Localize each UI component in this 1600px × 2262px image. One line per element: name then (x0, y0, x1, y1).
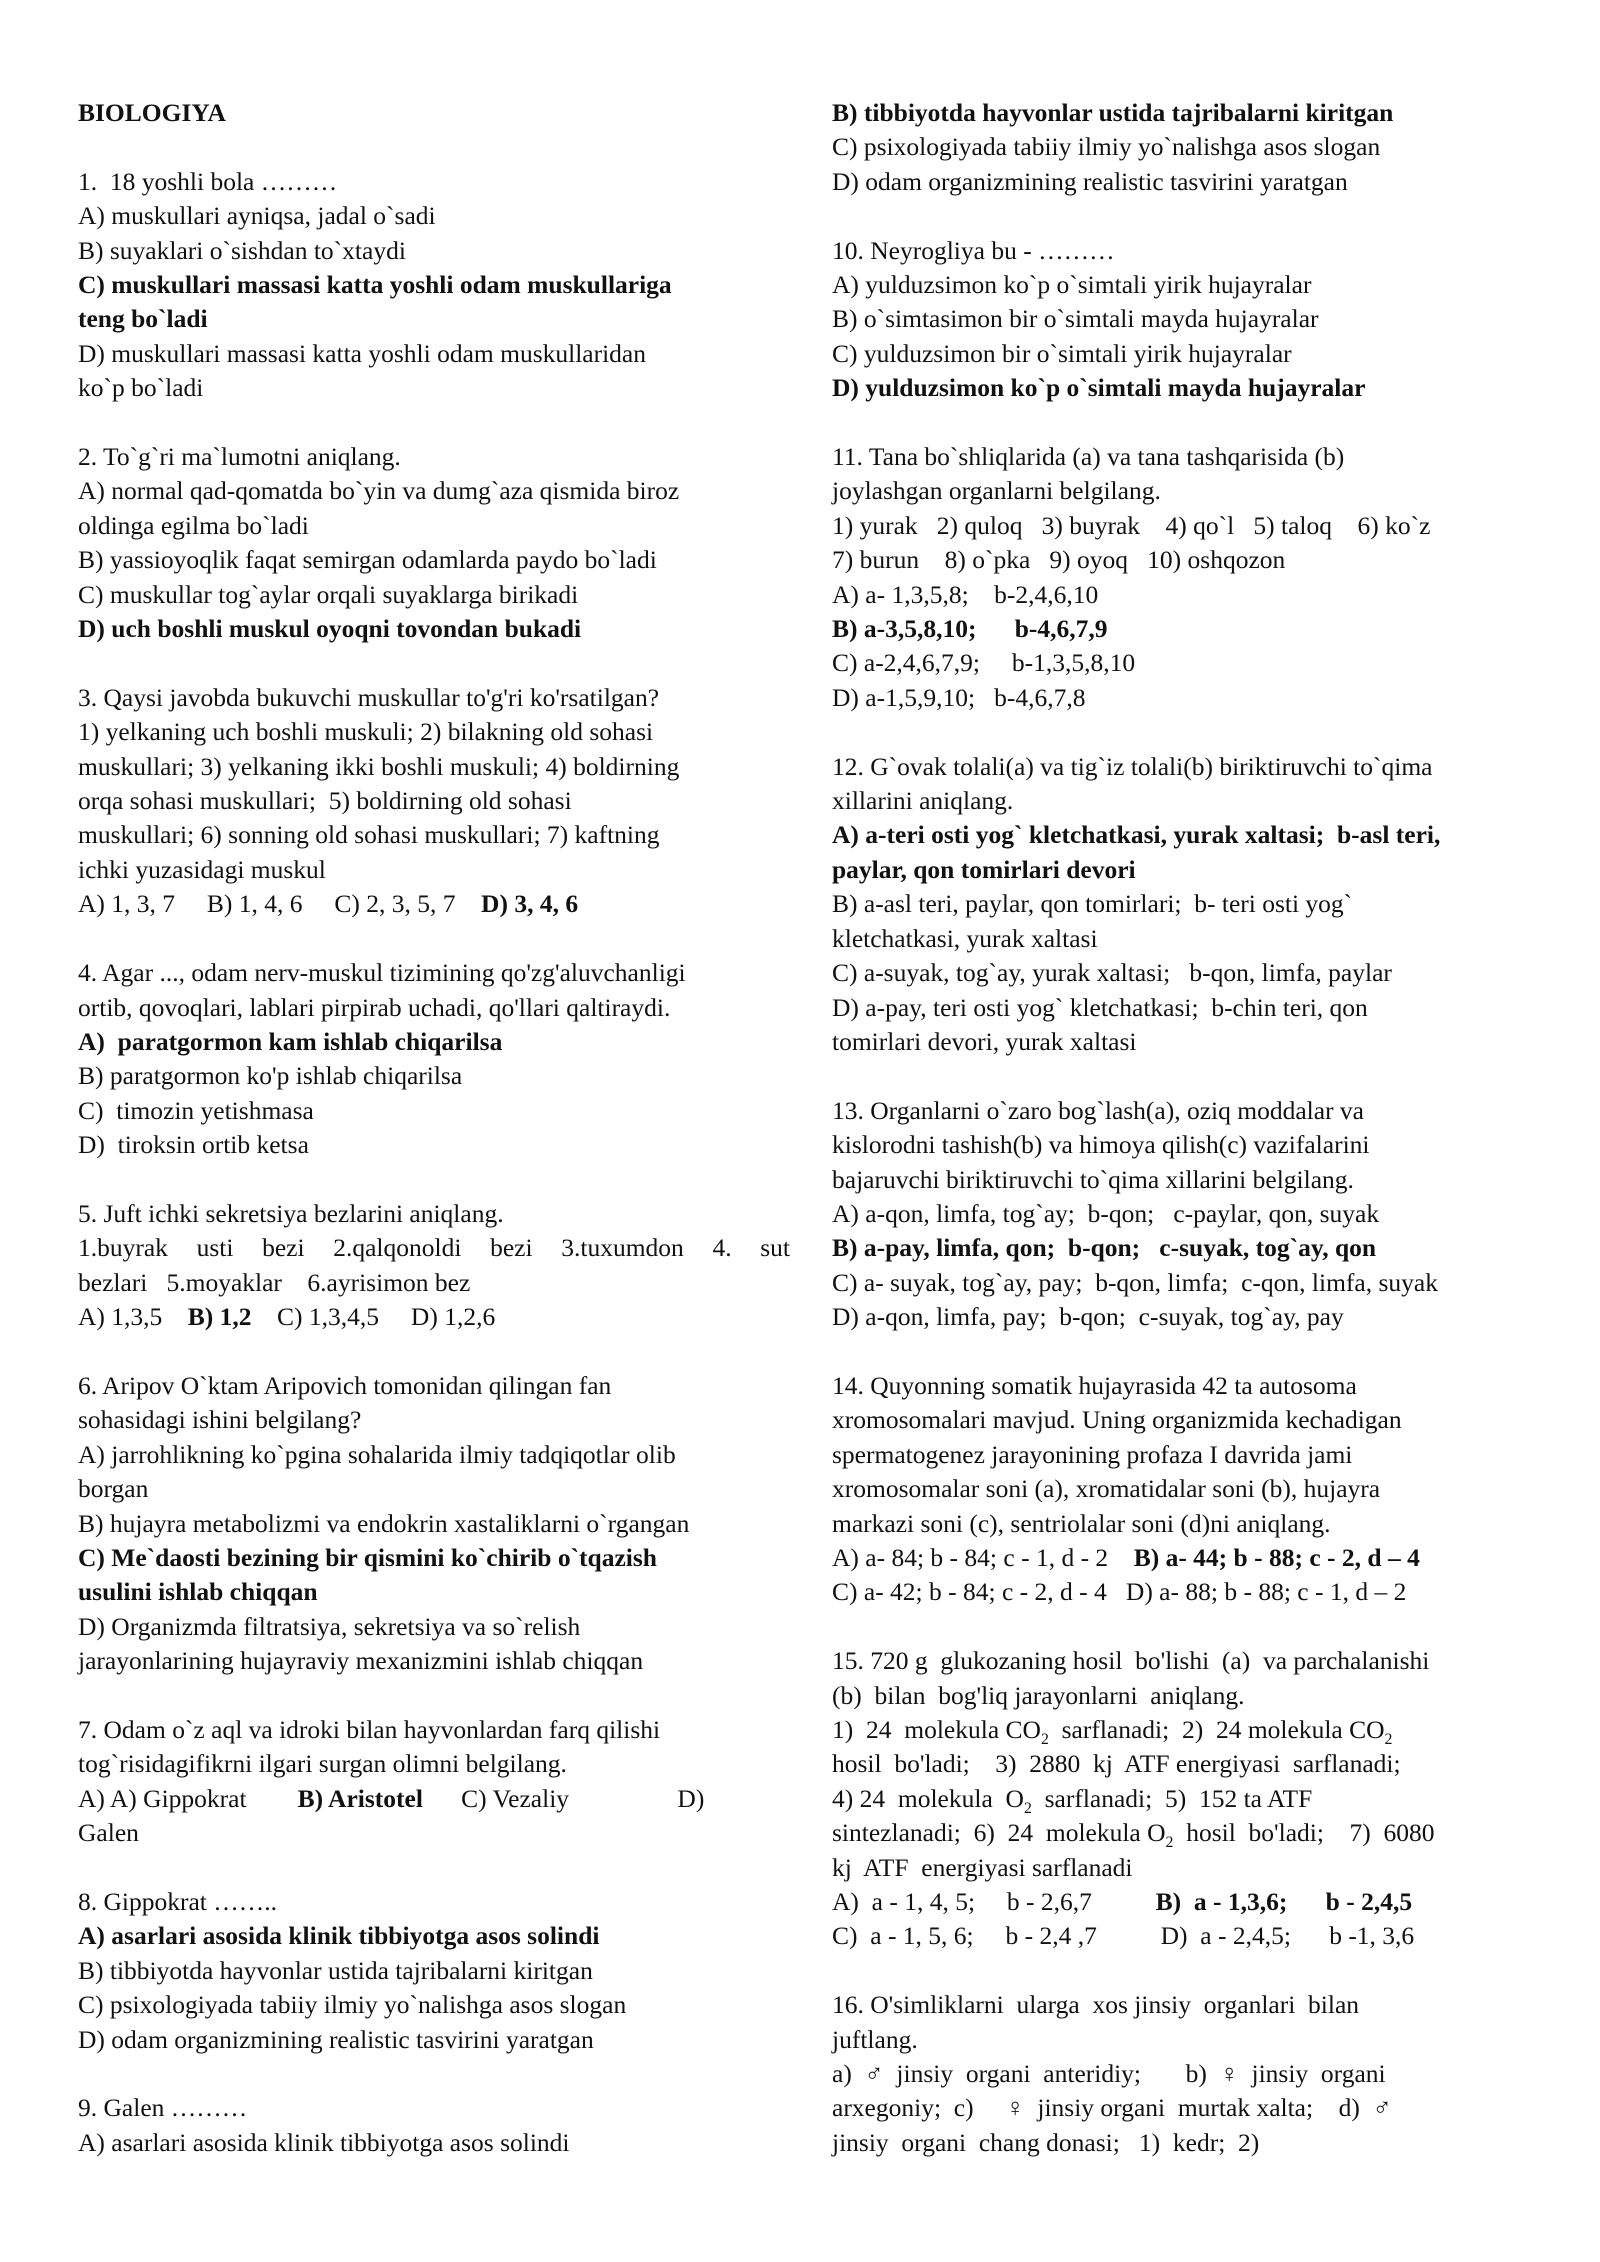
question-line: 1.buyrak usti bezi 2.qalqonoldi bezi 3.tuxumdon 4. sut (78, 1233, 790, 1263)
text-segment: C) 1,3,4,5 D) 1,2,6 (251, 1302, 496, 1332)
question-block-q6 (78, 1369, 790, 1679)
question-line: D) muskullari massasi katta yoshli odam muskullaridan (78, 338, 646, 368)
text-segment: 4) 24 molekula O (832, 1783, 1024, 1813)
question-line: A) asarlari asosida klinik tibbiyotga asos solindi (78, 2127, 570, 2157)
text-segment: A) a - 1, 4, 5; b - 2,6,7 (832, 1887, 1156, 1917)
question-line: 1) yurak 2) quloq 3) buyrak 4) qo`l 5) taloq 6) ko`z (832, 510, 1431, 540)
spacer (832, 406, 1544, 440)
question-line: oldinga egilma bo`ladi (78, 510, 309, 540)
question-line: D) a-pay, teri osti yog` kletchatkasi; b-chin teri, qon (832, 992, 1368, 1022)
question-line: 7. Odam o`z aql va idroki bilan hayvonlardan farq qilishi (78, 1714, 661, 1744)
question-line: ko`p bo`ladi (78, 373, 204, 403)
question-line: 11. Tana bo`shliqlarida (a) va tana tashqarisida (b) (832, 442, 1345, 472)
question-line: D) yulduzsimon ko`p o`simtali mayda hujayralar (832, 373, 1366, 403)
question-line: B) a-pay, limfa, qon; b-qon; c-suyak, tog`ay, qon (832, 1233, 1377, 1263)
question-line: D) tiroksin ortib ketsa (78, 1130, 309, 1160)
question-line: C) timozin yetishmasa (78, 1095, 314, 1125)
question-line: 16. O'simliklarni ularga xos jinsiy organlari bilan (832, 1990, 1360, 2020)
question-line: A) muskullari ayniqsa, jadal o`sadi (78, 201, 436, 231)
spacer (78, 1163, 790, 1197)
question-line: paylar, qon tomirlari devori (832, 854, 1136, 884)
question-block-q1 (78, 165, 790, 406)
question-block-q11 (832, 440, 1544, 715)
text-segment: A) 1,3,5 (78, 1302, 188, 1332)
question-line: A) yulduzsimon ko`p o`simtali yirik hujayralar (832, 270, 1312, 300)
question-line: C) psixologiyada tabiiy ilmiy yo`nalishga asos slogan (78, 1990, 627, 2020)
question-block-q14 (832, 1369, 1544, 1610)
question-line: C) a-2,4,6,7,9; b-1,3,5,8,10 (832, 648, 1136, 678)
question-line: B) tibbiyotda hayvonlar ustida tajribalarni kiritgan (78, 1955, 593, 1985)
text-segment: D) 3, 4, 6 (481, 889, 579, 919)
question-line: C) muskullar tog`aylar orqali suyaklarga birikadi (78, 579, 579, 609)
question-line: C) yulduzsimon bir o`simtali yirik hujayralar (832, 338, 1292, 368)
spacer (78, 1851, 790, 1885)
question-line: 10. Neyrogliya bu - ……… (832, 235, 1115, 265)
spacer (78, 646, 790, 680)
question-line: B) a-3,5,8,10; b-4,6,7,9 (832, 614, 1108, 644)
text-segment: B) 1,2 (187, 1302, 252, 1332)
question-line: C) a-suyak, tog`ay, yurak xaltasi; b-qon, limfa, paylar (832, 958, 1392, 988)
question-line: D) Organizmda filtratsiya, sekretsiya va so`relish (78, 1611, 581, 1641)
spacer (832, 715, 1544, 749)
question-line (78, 887, 790, 921)
question-line: B) a-asl teri, paylar, qon tomirlari; b- teri osti yog` (832, 889, 1353, 919)
question-line: B) tibbiyotda hayvonlar ustida tajribalarni kiritgan (832, 98, 1394, 127)
question-block-q12 (832, 750, 1544, 1060)
question-line: Galen (78, 1818, 139, 1848)
question-line: teng bo`ladi (78, 304, 208, 334)
question-block-q8 (78, 1885, 790, 2057)
question-line: ortib, qovoqlari, lablari pirpirab uchadi, qo'llari qaltiraydi. (78, 992, 671, 1022)
text-segment: B) a- 44; b - 88; c - 2, d – 4 (1133, 1542, 1420, 1572)
question-line: 14. Quyonning somatik hujayrasida 42 ta autosoma (832, 1370, 1357, 1400)
question-line: D) uch boshli muskul oyoqni tovondan bukadi (78, 614, 582, 644)
question-block-q7 (78, 1713, 790, 1851)
question-line: joylashgan organlarni belgilang. (832, 476, 1161, 506)
question-line: 15. 720 g glukozaning hosil bo'lishi (a) va parchalanishi (832, 1646, 1430, 1676)
right-column (832, 96, 1544, 2160)
question-block-q9-cont (832, 96, 1544, 199)
question-line: A) a- 1,3,5,8; b-2,4,6,10 (832, 579, 1099, 609)
question-line (832, 1541, 1544, 1575)
question-line: 12. G`ovak tolali(a) va tig`iz tolali(b) biriktiruvchi to`qima (832, 751, 1433, 781)
question-line (832, 1713, 1544, 1747)
question-line: juftlang. (832, 2024, 918, 2054)
question-line: C) a- 42; b - 84; c - 2, d - 4 D) a- 88; b - 88; c - 1, d – 2 (832, 1577, 1407, 1607)
question-line: 13. Organlarni o`zaro bog`lash(a), oziq moddalar va (832, 1095, 1365, 1125)
question-line: markazi soni (c), sentriolalar soni (d)ni aniqlang. (832, 1508, 1331, 1538)
question-line: 4. Agar ..., odam nerv-muskul tizimining qo'zg'aluvchanligi (78, 958, 686, 988)
question-line: 1) yelkaning uch boshli muskuli; 2) bilakning old sohasi (78, 717, 654, 747)
question-line: A) paratgormon kam ishlab chiqarilsa (78, 1026, 503, 1056)
subscript: 2 (1384, 1731, 1393, 1749)
subscript: 2 (1165, 1834, 1174, 1852)
question-line (832, 1816, 1544, 1850)
question-line: ichki yuzasidagi muskul (78, 854, 326, 884)
question-line: A) a-teri osti yog` kletchatkasi, yurak xaltasi; b-asl teri, (832, 820, 1441, 850)
text-segment: sarflanadi; 2) 24 molekula CO (1048, 1715, 1385, 1744)
question-line: B) o`simtasimon bir o`simtali mayda hujayralar (832, 304, 1319, 334)
question-line: kletchatkasi, yurak xaltasi (832, 923, 1098, 953)
spacer (832, 1954, 1544, 1988)
text-segment: B) a - 1,3,6; b - 2,4,5 (1155, 1887, 1413, 1917)
question-line: B) suyaklari o`sishdan to`xtaydi (78, 235, 406, 265)
question-line: tog`risidagifikrni ilgari surgan olimni belgilang. (78, 1749, 567, 1779)
left-column (78, 96, 790, 2160)
question-block-q4 (78, 956, 790, 1162)
question-line: kj ATF energiyasi sarflanadi (832, 1852, 1133, 1882)
subscript: 2 (1023, 1799, 1032, 1817)
text-segment: sintezlanadi; 6) 24 molekula O (832, 1818, 1166, 1848)
question-line: C) muskullari massasi katta yoshli odam muskullariga (78, 270, 672, 300)
question-block-q5 (78, 1197, 790, 1335)
text-segment: A) a- 84; b - 84; c - 1, d - 2 (832, 1542, 1134, 1572)
question-line: C) a - 1, 5, 6; b - 2,4 ,7 D) a - 2,4,5; b -1, 3,6 (832, 1921, 1415, 1951)
question-line: D) a-1,5,9,10; b-4,6,7,8 (832, 682, 1086, 712)
question-line: D) odam organizmining realistic tasvirini yaratgan (78, 2024, 594, 2054)
question-line (78, 1782, 790, 1816)
question-line: hosil bo'ladi; 3) 2880 kj ATF energiyasi sarflanadi; (832, 1749, 1401, 1779)
question-line: muskullari; 3) yelkaning ikki boshli muskuli; 4) boldirning (78, 751, 680, 781)
spacer (78, 922, 790, 956)
question-block-q2 (78, 440, 790, 646)
question-line: 8. Gippokrat …….. (78, 1887, 278, 1916)
question-line: arxegoniy; c) ♀ jinsiy organi murtak xalta; d) ♂ (832, 2093, 1392, 2123)
question-line: bajaruvchi biriktiruvchi to`qima xillarini belgilang. (832, 1164, 1354, 1194)
question-block-q13 (832, 1094, 1544, 1335)
spacer (78, 1679, 790, 1713)
spacer (78, 130, 790, 164)
text-segment: C) Vezaliy D) (422, 1783, 705, 1813)
question-line: 1. 18 yoshli bola ……… (78, 166, 338, 196)
question-line: muskullari; 6) sonning old sohasi muskullari; 7) kaftning (78, 820, 660, 850)
subscript: 2 (1040, 1731, 1049, 1749)
question-line: A) a-qon, limfa, tog`ay; b-qon; c-paylar, qon, suyak (832, 1198, 1380, 1228)
question-line: usulini ishlab chiqqan (78, 1577, 318, 1607)
text-segment: 1) 24 molekula CO (832, 1715, 1041, 1744)
question-block-q3 (78, 681, 790, 922)
question-line: 7) burun 8) o`pka 9) oyoq 10) oshqozon (832, 545, 1286, 575)
text-segment: sarflanadi; 5) 152 ta ATF (1031, 1783, 1313, 1813)
question-line: jinsiy organi chang donasi; 1) kedr; 2) (832, 2127, 1260, 2157)
question-line: xromosomalari mavjud. Uning organizmida kechadigan (832, 1405, 1402, 1435)
question-line: 9. Galen ……… (78, 2093, 248, 2123)
question-line: (b) bilan bog'liq jarayonlarni aniqlang. (832, 1680, 1245, 1710)
question-line: B) paratgormon ko'p ishlab chiqarilsa (78, 1061, 463, 1091)
question-line: sohasidagi ishini belgilang? (78, 1405, 362, 1435)
spacer (832, 1335, 1544, 1369)
text-segment: B) Aristotel (297, 1783, 423, 1813)
question-line: D) odam organizmining realistic tasvirini yaratgan (832, 166, 1348, 196)
question-line: xillarini aniqlang. (832, 786, 1014, 816)
spacer (78, 2057, 790, 2091)
question-line: 6. Aripov O`ktam Aripovich tomonidan qilingan fan (78, 1370, 612, 1400)
question-line: spermatogenez jarayonining profaza I davrida jami (832, 1439, 1353, 1469)
question-line: a) ♂ jinsiy organi anteridiy; b) ♀ jinsiy organi (832, 2059, 1386, 2089)
question-line: jarayonlarining hujayraviy mexanizmini ishlab chiqqan (78, 1646, 644, 1676)
text-segment: A) 1, 3, 7 B) 1, 4, 6 C) 2, 3, 5, 7 (78, 889, 482, 919)
question-line: tomirlari devori, yurak xaltasi (832, 1026, 1137, 1056)
question-line: A) jarrohlikning ko`pgina sohalarida ilmiy tadqiqotlar olib (78, 1439, 676, 1469)
question-line: xromosomalar soni (a), xromatidalar soni (b), hujayra (832, 1474, 1381, 1504)
question-line: kislorodni tashish(b) va himoya qilish(c) vazifalarini (832, 1130, 1370, 1160)
question-line: borgan (78, 1474, 149, 1504)
question-block-q16 (832, 1988, 1544, 2160)
text-segment: hosil bo'ladi; 7) 6080 (1173, 1818, 1435, 1848)
question-line: C) a- suyak, tog`ay, pay; b-qon, limfa; c-qon, limfa, suyak (832, 1267, 1438, 1297)
question-line: B) hujayra metabolizmi va endokrin xastaliklarni o`rgangan (78, 1508, 690, 1538)
spacer (832, 1610, 1544, 1644)
question-block-q10 (832, 234, 1544, 406)
question-line (832, 1782, 1544, 1816)
question-block-q9 (78, 2091, 790, 2160)
question-line: A) normal qad-qomatda bo`yin va dumg`aza qismida biroz (78, 476, 680, 506)
question-line: orqa sohasi muskullari; 5) boldirning old sohasi (78, 786, 572, 816)
question-line: A) asarlari asosida klinik tibbiyotga asos solindi (78, 1921, 600, 1951)
spacer (78, 406, 790, 440)
question-line: C) Me`daosti bezining bir qismini ko`chirib o`tqazish (78, 1542, 657, 1572)
question-line: 2. To`g`ri ma`lumotni aniqlang. (78, 442, 401, 472)
question-line (832, 1885, 1544, 1919)
question-line: B) yassioyoqlik faqat semirgan odamlarda paydo bo`ladi (78, 545, 657, 575)
spacer (832, 199, 1544, 233)
question-line: bezlari 5.moyaklar 6.ayrisimon bez (78, 1267, 471, 1297)
question-line (78, 1300, 790, 1334)
text-segment: A) A) Gippokrat (78, 1783, 298, 1813)
document-title: BIOLOGIYA (78, 98, 226, 127)
question-line: 5. Juft ichki sekretsiya bezlarini aniqlang. (78, 1198, 504, 1228)
question-line: 3. Qaysi javobda bukuvchi muskullar to'g'ri ko'rsatilgan? (78, 682, 660, 712)
spacer (78, 1335, 790, 1369)
question-block-q15 (832, 1644, 1544, 1954)
question-line: C) psixologiyada tabiiy ilmiy yo`nalishga asos slogan (832, 132, 1381, 162)
question-line: D) a-qon, limfa, pay; b-qon; c-suyak, tog`ay, pay (832, 1302, 1344, 1332)
spacer (832, 1059, 1544, 1093)
